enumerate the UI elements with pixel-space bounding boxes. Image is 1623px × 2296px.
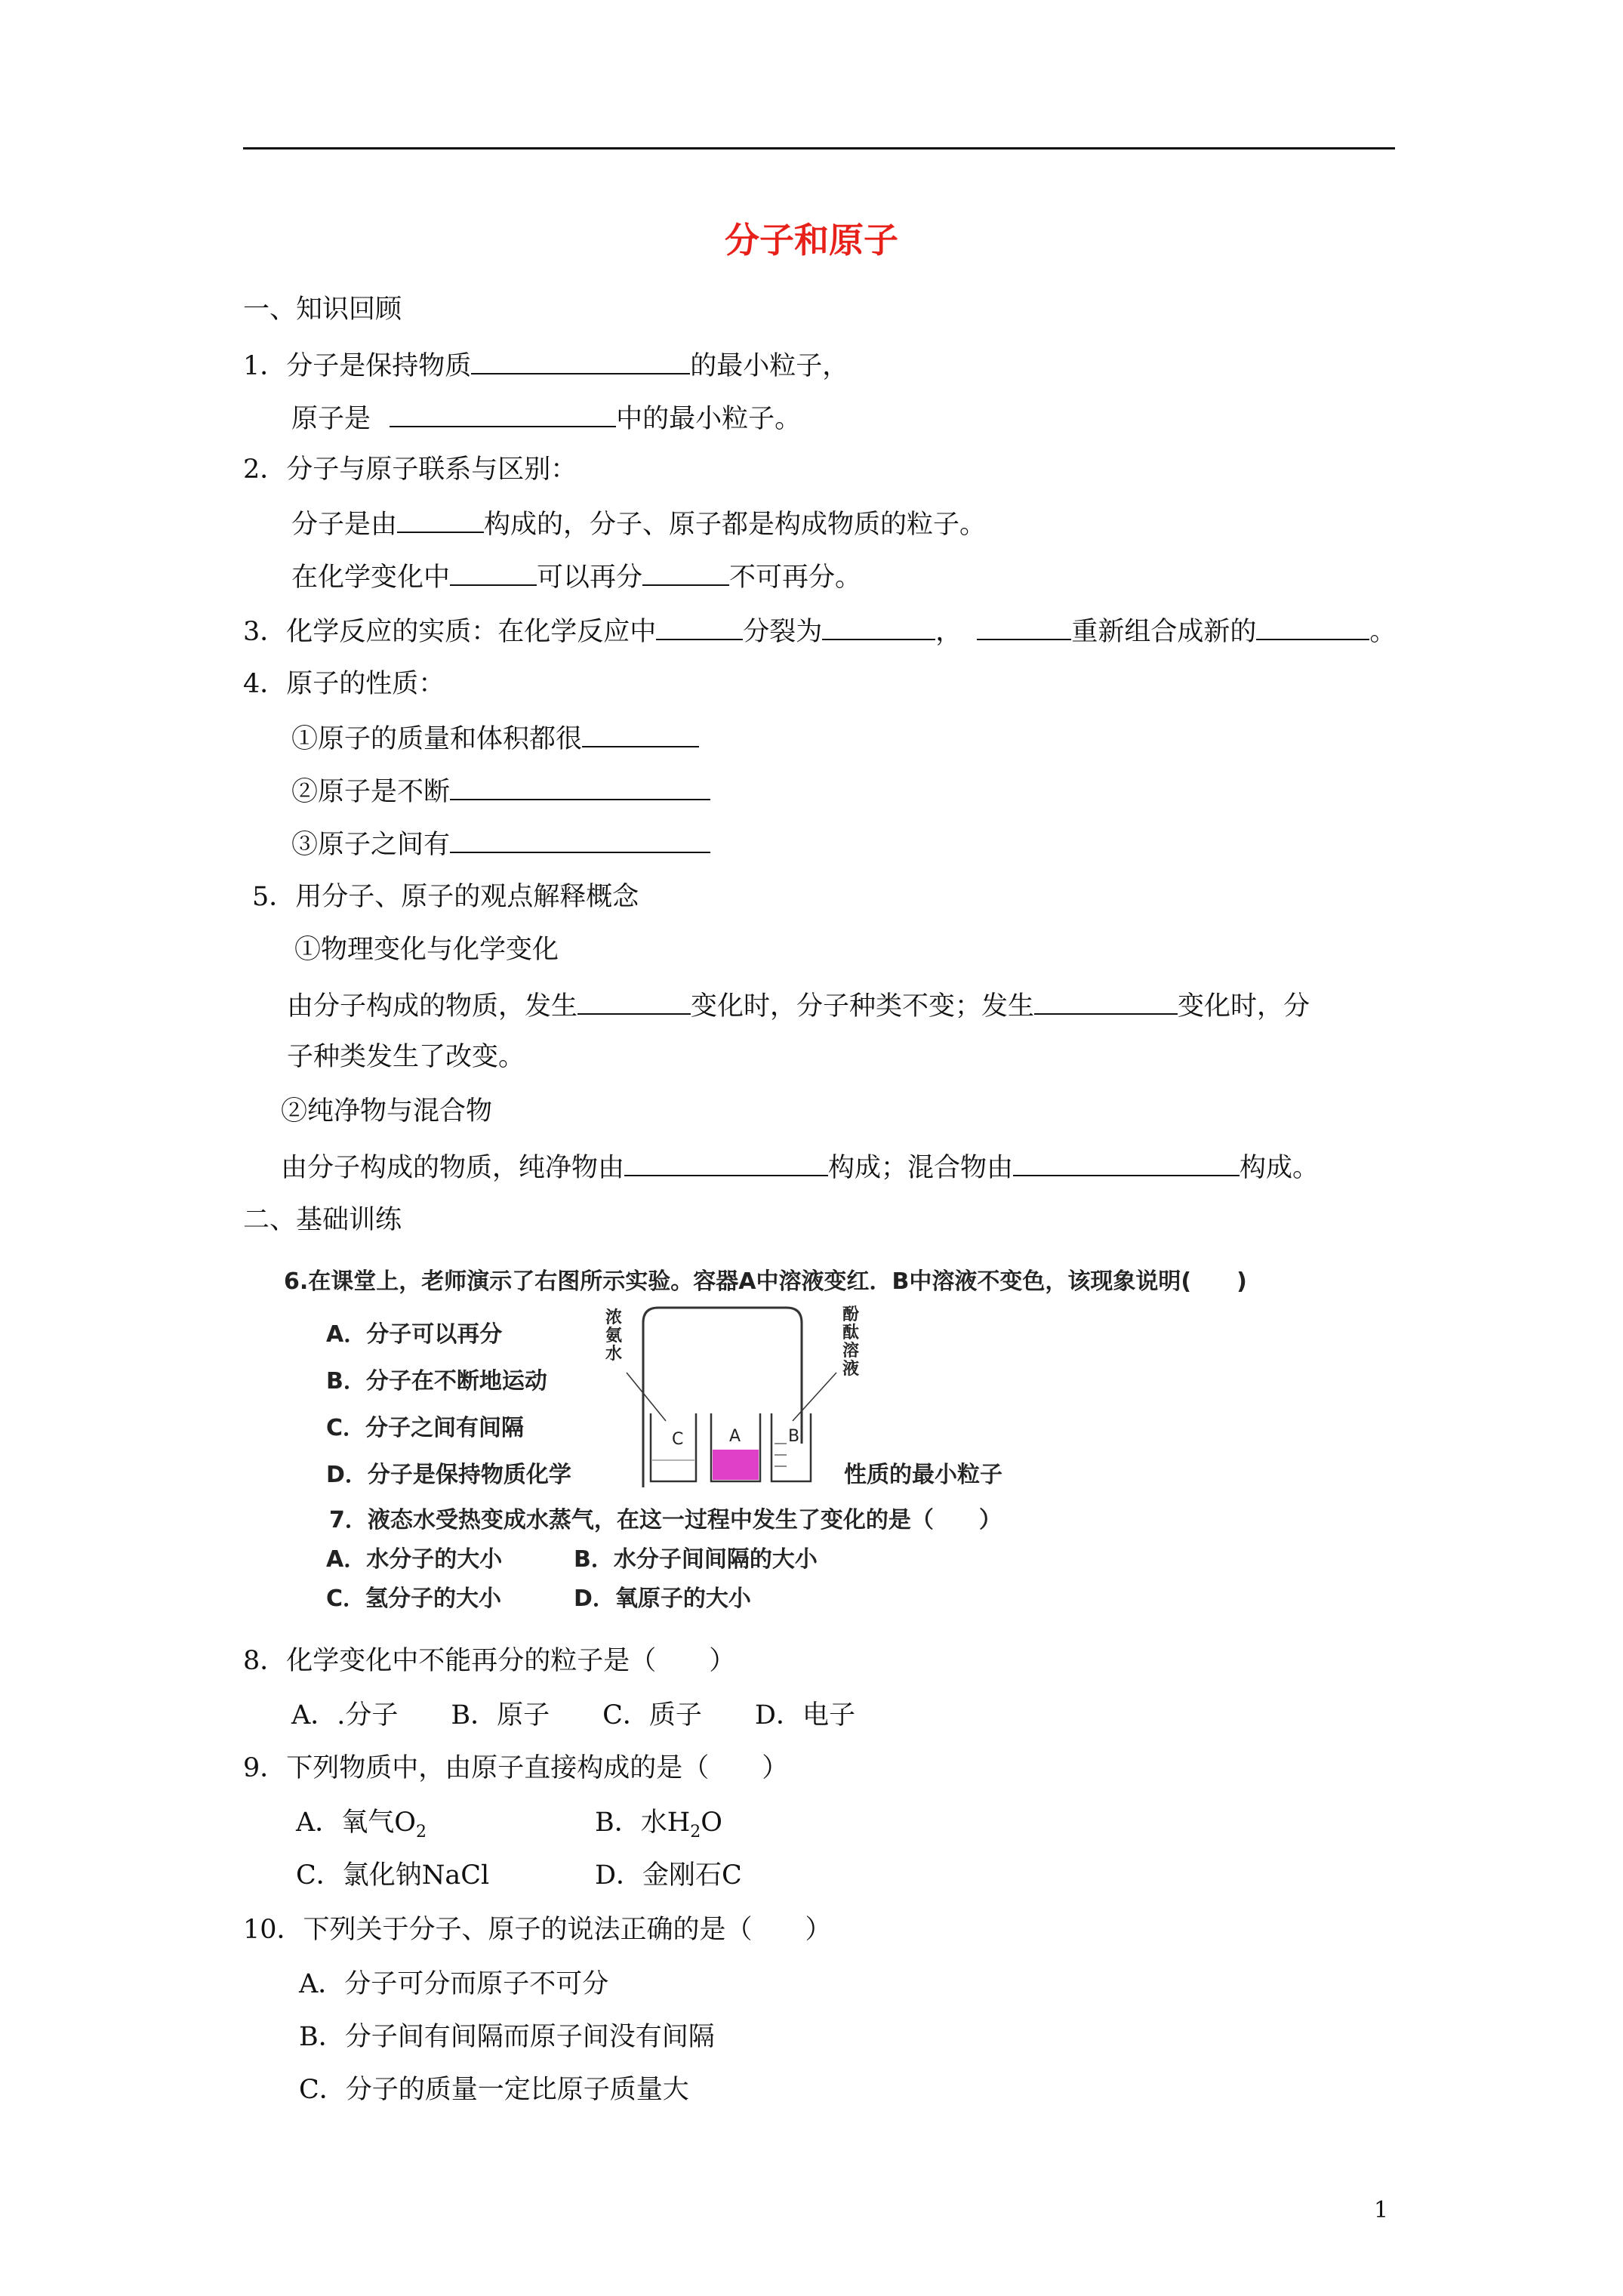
q2b-prefix: 在化学变化中: [291, 562, 451, 593]
q5b1-mid: 构成；混合物由: [828, 1153, 1014, 1183]
q2b-mid: 可以再分: [537, 562, 643, 593]
q5b1-prefix: 由分子构成的物质，纯净物由: [281, 1153, 625, 1183]
header-rule: [243, 147, 1395, 149]
q9a-subscript: 2: [415, 1823, 427, 1841]
section-heading-1: 一、知识回顾: [243, 294, 402, 325]
question-5: 5．用分子、原子的观点解释概念: [252, 882, 639, 912]
q5b1-suffix: 构成。: [1240, 1153, 1320, 1183]
q10-option-b: B．分子间有间隔而原子间没有间隔: [299, 2022, 715, 2052]
q7-option-a: A．水分子的大小: [326, 1546, 503, 1573]
q7-option-c: C．氢分子的大小: [326, 1586, 502, 1612]
pink-solution: [713, 1450, 759, 1480]
blank-field[interactable]: [1034, 988, 1178, 1015]
blank-field[interactable]: [624, 1149, 828, 1176]
blank-field[interactable]: [977, 613, 1071, 640]
blank-field[interactable]: [450, 773, 710, 800]
question-5b-line1: [281, 1149, 1319, 1185]
question-1: [243, 347, 848, 383]
q5a1-suffix: 变化时，分: [1178, 991, 1310, 1022]
q2a-suffix: 构成的，分子、原子都是构成物质的粒子。: [484, 510, 987, 540]
beaker-c-label: C: [672, 1430, 684, 1449]
question-1b: [291, 400, 801, 436]
blank-field[interactable]: [577, 988, 691, 1015]
q6-option-d-tail: 性质的最小粒子: [844, 1462, 1002, 1488]
label-phenolphthalein: 酚酞溶液: [842, 1305, 860, 1379]
q9b-subscript: 2: [690, 1823, 701, 1841]
question-5a: ①物理变化与化学变化: [294, 935, 559, 965]
q4a-text: ①原子的质量和体积都很: [291, 724, 583, 754]
blank-field[interactable]: [582, 720, 699, 747]
blank-field[interactable]: [1013, 1149, 1240, 1176]
question-4: 4．原子的性质：: [243, 669, 445, 699]
blank-field[interactable]: [656, 613, 743, 640]
blank-field[interactable]: [471, 347, 690, 374]
blank-field[interactable]: [397, 506, 484, 533]
question-10: 10．下列关于分子、原子的说法正确的是（ ）: [243, 1915, 832, 1945]
ammonia-diffusion-figure: [613, 1300, 847, 1489]
q4c-text: ③原子之间有: [291, 830, 451, 860]
blank-field[interactable]: [450, 826, 710, 853]
q3-mid1: 分裂为: [743, 617, 823, 647]
blank-field[interactable]: [642, 559, 729, 586]
q1-suffix: 的最小粒子，: [690, 351, 849, 381]
blank-field[interactable]: [822, 613, 935, 640]
q9-option-b: [595, 1806, 722, 1849]
question-5a-line2: 子种类发生了改变。: [287, 1042, 525, 1072]
question-5a-line1: [287, 988, 1310, 1023]
q1-prefix: 1．分子是保持物质: [243, 351, 472, 381]
q6-option-a: A．分子可以再分: [326, 1321, 503, 1348]
question-9: 9．下列物质中，由原子直接构成的是（ ）: [243, 1753, 789, 1783]
question-2: 2．分子与原子联系与区别：: [243, 455, 577, 485]
q1b-prefix: 原子是: [291, 404, 380, 434]
section-heading-2: 二、基础训练: [243, 1205, 402, 1235]
question-6: 6.在课堂上，老师演示了右图所示实验。容器A中溶液变红．B中溶液不变色，该现象说明( ): [284, 1268, 1247, 1295]
q2b-suffix: 不可再分。: [729, 562, 862, 593]
q9-option-a: [296, 1806, 427, 1849]
q6-option-b: B．分子在不断地运动: [326, 1368, 547, 1395]
q7-option-b: B．水分子间间隔的大小: [574, 1546, 818, 1573]
beaker-a: [711, 1413, 760, 1481]
q9-option-d: D．金刚石C: [595, 1860, 742, 1891]
question-2b: [291, 559, 861, 594]
blank-field[interactable]: [450, 559, 537, 586]
q9a-text: A．氧气O: [296, 1808, 416, 1838]
beaker-a-label: A: [729, 1427, 741, 1446]
q9b-text: B．水H: [595, 1808, 691, 1838]
question-2a: [291, 506, 986, 541]
page-title: 分子和原子: [725, 220, 898, 260]
q3-suffix: 。: [1369, 617, 1397, 647]
blank-field[interactable]: [390, 400, 616, 427]
q1b-suffix: 中的最小粒子。: [616, 404, 802, 434]
q7-option-d: D．氧原子的大小: [574, 1586, 751, 1612]
q6-option-d: D．分子是保持物质化学: [326, 1462, 571, 1488]
question-4c: [291, 826, 710, 861]
q5a1-mid: 变化时，分子种类不变；发生: [691, 991, 1035, 1022]
q2a-prefix: 分子是由: [291, 510, 398, 540]
q4b-text: ②原子是不断: [291, 777, 451, 807]
q9-option-c: C．氯化钠NaCl: [296, 1860, 490, 1891]
q8-options: A．.分子 B．原子 C．质子 D．电子: [291, 1700, 855, 1730]
beaker-b: [771, 1413, 811, 1481]
q9b-tail: O: [701, 1808, 722, 1838]
q10-option-a: A．分子可分而原子不可分: [299, 1969, 609, 1999]
question-5b: ②纯净物与混合物: [281, 1096, 493, 1126]
question-4b: [291, 773, 710, 809]
q3-prefix: 3．化学反应的实质：在化学反应中: [243, 617, 657, 647]
q6-option-c: C．分子之间有间隔: [326, 1415, 525, 1441]
question-8: 8．化学变化中不能再分的粒子是（ ）: [243, 1646, 736, 1676]
page-number: 1: [1374, 2197, 1389, 2224]
q10-option-c: C．分子的质量一定比原子质量大: [299, 2075, 689, 2105]
blank-field[interactable]: [1256, 613, 1369, 640]
q5a1-prefix: 由分子构成的物质，发生: [287, 991, 578, 1022]
label-ammonia: 浓氨水: [605, 1308, 623, 1364]
question-4a: [291, 720, 699, 756]
q3-mid3: 重新组合成新的: [1071, 617, 1257, 647]
beaker-b-label: B: [788, 1427, 800, 1446]
question-3: [243, 613, 1396, 649]
question-7: 7．液态水受热变成水蒸气，在这一过程中发生了变化的是（ ）: [329, 1507, 1002, 1533]
q3-mid2: ，: [935, 617, 962, 647]
